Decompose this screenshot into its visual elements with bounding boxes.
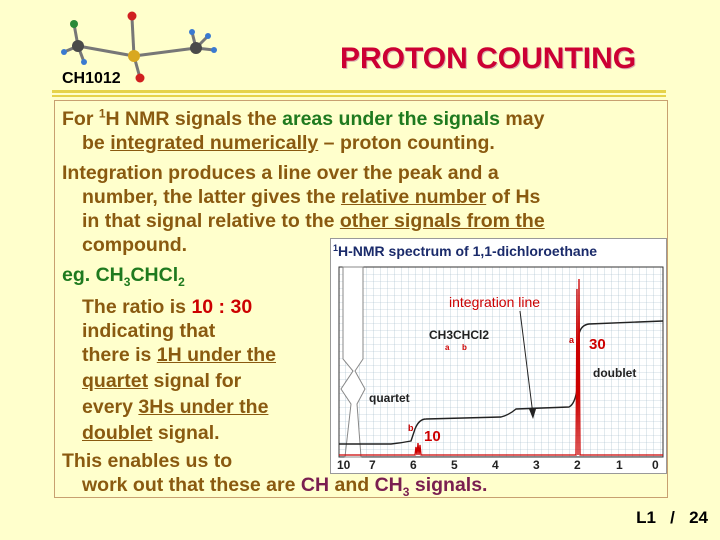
course-code: CH1012	[62, 70, 121, 87]
doublet-label: doublet	[593, 366, 637, 380]
title-rule-2	[52, 95, 666, 97]
formula-b-label: b	[462, 343, 467, 352]
peak-a-label: a	[569, 335, 575, 345]
axis-tick-label: 10	[337, 458, 351, 472]
spectrum-title-sup: 1	[333, 243, 339, 253]
axis-tick-label: 5	[451, 458, 458, 472]
peak-b-label: b	[408, 423, 414, 433]
example-line6: every 3Hs under the	[82, 396, 269, 418]
formula-a-label: a	[445, 343, 450, 352]
formula-label: CH3CHCl2	[429, 328, 490, 342]
para3-line2: work out that these are CH and $CH_3$ signals.	[82, 474, 488, 499]
axis-tick-label: 3	[533, 458, 540, 472]
nmr-spectrum-figure	[330, 238, 667, 474]
example-line5: quartet signal for	[82, 370, 242, 392]
value-30: 30	[589, 336, 606, 353]
slide-title: PROTON COUNTING	[340, 42, 637, 75]
para2-line4: compound.	[82, 234, 188, 256]
axis-tick-label: 6	[410, 458, 417, 472]
example-line3: indicating that	[82, 320, 216, 342]
para2-line3: in that signal relative to the other signals from the	[82, 210, 545, 232]
para3-line1: This enables us to	[62, 450, 233, 472]
example-ratio: The ratio is 10 : 30	[82, 296, 253, 318]
example-line4: there is 1H under the	[82, 344, 276, 366]
para2-line1: Integration produces a line over the peak and a	[62, 162, 499, 184]
axis-tick-label: 2	[574, 458, 581, 472]
spectrum-title: H-NMR spectrum of 1,1-dichloroethane	[338, 243, 598, 259]
footer-page-number: L1 / 24	[636, 508, 708, 527]
quartet-label: quartet	[369, 391, 410, 405]
example-line7: doublet signal.	[82, 422, 220, 444]
axis-tick-label: 0	[652, 458, 659, 472]
axis-tick-label: 1	[616, 458, 623, 472]
integration-label: integration line	[449, 294, 541, 310]
title-rule	[52, 90, 666, 93]
para2-line2: number, the latter gives the relative number of Hs	[82, 186, 541, 208]
para1-line2: be integrated numerically – proton counting.	[82, 132, 495, 154]
axis-tick-label: 4	[492, 458, 499, 472]
svg-text:1H-NMR spectrum of 1,1-dichlor	[333, 243, 597, 259]
para1-line1: For $^1$H NMR signals the areas under the signals may	[62, 106, 545, 130]
example-formula: eg. $CH_3CHCl_2$	[62, 264, 185, 289]
value-10: 10	[424, 428, 441, 445]
axis-tick-label: 7	[369, 458, 376, 472]
